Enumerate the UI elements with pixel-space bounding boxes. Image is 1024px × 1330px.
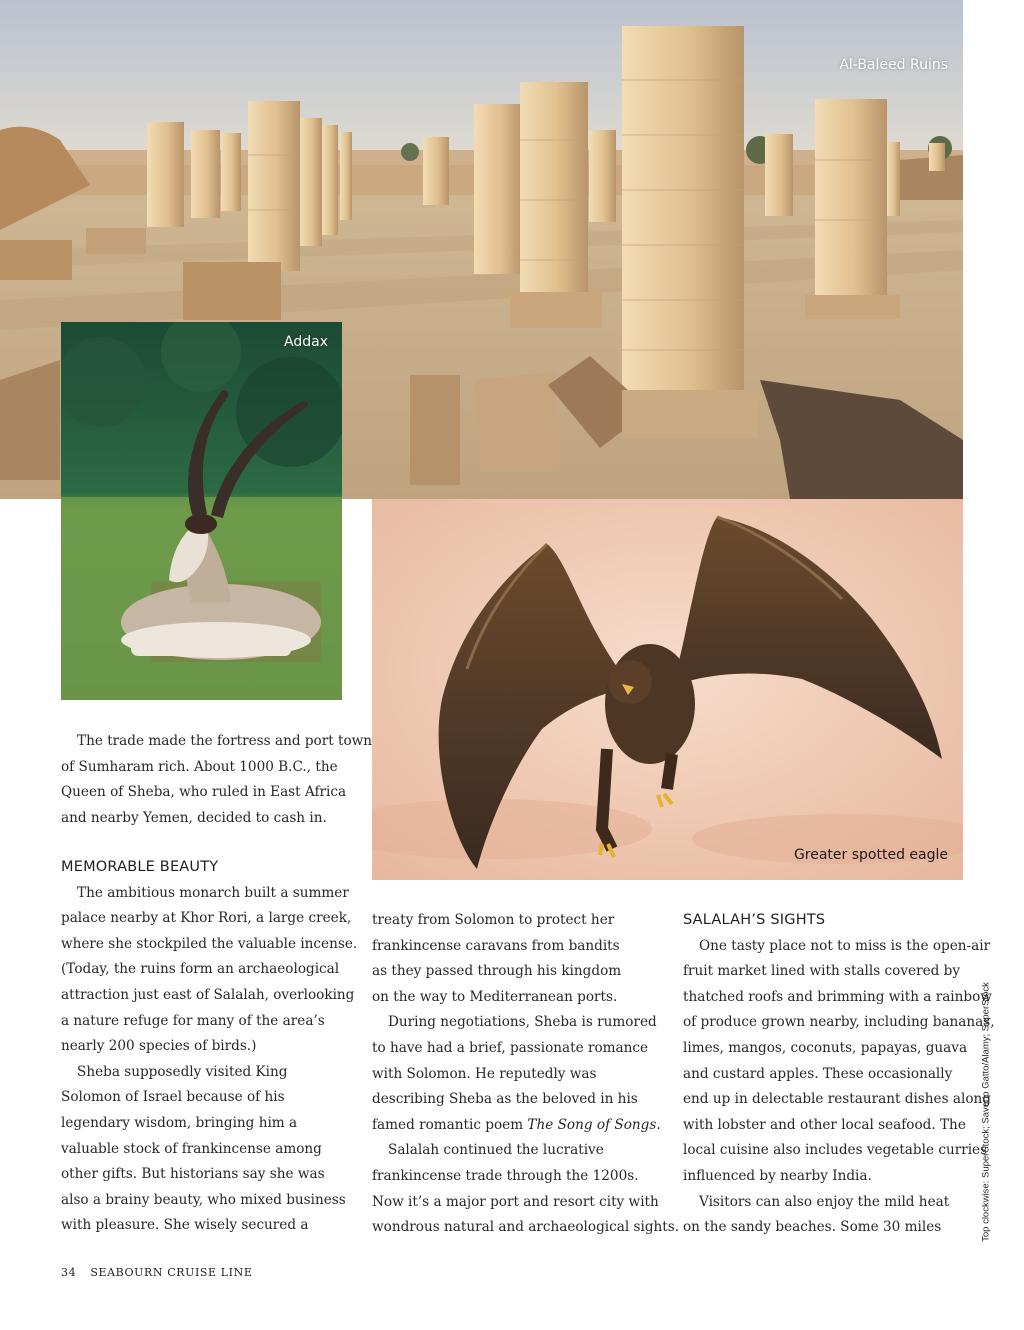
text-line: frankincense caravans from bandits	[372, 937, 620, 954]
eagle-illustration	[372, 499, 963, 880]
paragraph-sheba-visit	[61, 1060, 361, 1239]
addax-photo	[61, 322, 342, 700]
text-line: on the way to Mediterranean ports.	[372, 988, 618, 1005]
text-line: wondrous natural and archaeological sights.	[372, 1219, 680, 1236]
text-line: with lobster and other local seafood. The	[683, 1116, 966, 1133]
ruins-caption: Al-Baleed Ruins	[839, 57, 948, 73]
text-line: Now it’s a major port and resort city with	[372, 1193, 659, 1210]
text-line: Visitors can also enjoy the mild heat	[699, 1193, 950, 1210]
photo-credit: Top clockwise: SuperStock; Saverio Gatto/Alamy; SuperStock	[980, 982, 992, 1242]
text-line: Sheba supposedly visited King	[77, 1063, 288, 1080]
text-line: fruit market lined with stalls covered by	[683, 963, 961, 980]
text-line: where she stockpiled the valuable incense.	[61, 935, 358, 952]
section-heading-memorable-beauty: MEMORABLE BEAUTY	[61, 859, 219, 875]
text-line: Queen of Sheba, who ruled in East Africa	[61, 784, 347, 801]
text-line: influenced by nearby India.	[683, 1167, 872, 1184]
paragraph-treaty	[372, 908, 672, 1010]
text-line: One tasty place not to miss is the open-air	[699, 937, 991, 954]
text-fragment: famed romantic poem	[372, 1116, 528, 1133]
text-line: local cuisine also includes vegetable curries	[683, 1142, 988, 1159]
paragraph-beaches	[683, 1190, 973, 1241]
text-line: of produce grown nearby, including bananas,	[683, 1014, 995, 1031]
text-line: (Today, the ruins form an archaeological	[61, 961, 340, 978]
text-line	[372, 1113, 672, 1139]
page-footer	[61, 1266, 252, 1279]
text-line: Salalah continued the lucrative	[388, 1142, 604, 1159]
text-line: on the sandy beaches. Some 30 miles	[683, 1219, 942, 1236]
text-line: with Solomon. He reputedly was	[372, 1065, 597, 1082]
text-line: to have had a brief, passionate romance	[372, 1039, 649, 1056]
text-line: also a brainy beauty, who mixed business	[61, 1191, 346, 1208]
text-line: and custard apples. These occasionally	[683, 1065, 953, 1082]
text-line: Solomon of Israel because of his	[61, 1089, 285, 1106]
text-line: frankincense trade through the 1200s.	[372, 1167, 639, 1184]
text-line: describing Sheba as the beloved in his	[372, 1091, 638, 1108]
text-line: of Sumharam rich. About 1000 B.C., the	[61, 758, 338, 775]
text-line: thatched roofs and brimming with a rainbow	[683, 988, 992, 1005]
text-line: The trade made the fortress and port town	[77, 733, 373, 749]
section-heading-salalahs-sights: SALALAH’S SIGHTS	[683, 912, 826, 928]
text-line: legendary wisdom, bringing him a	[61, 1114, 298, 1131]
text-line: end up in delectable restaurant dishes along	[683, 1091, 991, 1108]
addax-illustration	[61, 322, 342, 700]
text-line: valuable stock of frankincense among	[61, 1140, 322, 1157]
text-line: treaty from Solomon to protect her	[372, 912, 615, 928]
text-line: nearly 200 species of birds.)	[61, 1038, 257, 1055]
text-line: palace nearby at Khor Rori, a large creek,	[61, 910, 352, 927]
greater-spotted-eagle-photo	[372, 499, 963, 880]
text-line: other gifts. But historians say she was	[61, 1166, 325, 1183]
text-line: as they passed through his kingdom	[372, 963, 622, 980]
paragraph-monarch	[61, 881, 361, 1060]
text-line: limes, mangos, coconuts, papayas, guava	[683, 1039, 968, 1056]
text-line: attraction just east of Salalah, overlooking	[61, 986, 355, 1003]
paragraph-trade	[61, 729, 373, 831]
poem-title: The Song of Songs	[527, 1116, 657, 1133]
column-2	[372, 908, 680, 1241]
text-line: and nearby Yemen, decided to cash in.	[61, 809, 327, 826]
paragraph-negotiations	[372, 1010, 672, 1138]
text-line: The ambitious monarch built a summer	[77, 884, 349, 901]
paragraph-salalah-trade	[372, 1138, 680, 1240]
column-1-main	[61, 855, 361, 1239]
eagle-caption: Greater spotted eagle	[793, 847, 948, 863]
text-line: a nature refuge for many of the area’s	[61, 1012, 325, 1029]
text-line: with pleasure. She wisely secured a	[61, 1217, 309, 1234]
column-1-intro	[61, 729, 373, 831]
page-number: 34	[61, 1266, 77, 1279]
addax-caption: Addax	[284, 334, 328, 350]
text-fragment: .	[656, 1116, 661, 1133]
publication-name: SEABOURN CRUISE LINE	[90, 1266, 253, 1279]
text-line: During negotiations, Sheba is rumored	[388, 1014, 657, 1031]
